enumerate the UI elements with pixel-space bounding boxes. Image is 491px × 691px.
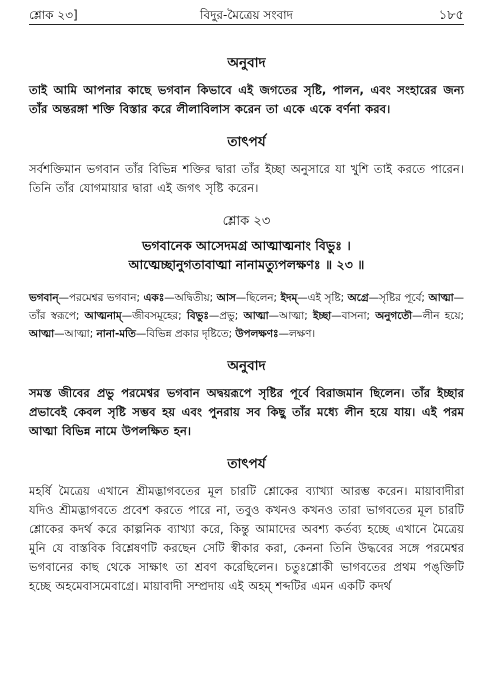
header-rule <box>29 24 464 25</box>
ww-meaning: প্রভু <box>219 310 235 322</box>
ww-term: অনুগতৌ <box>375 310 413 322</box>
ww-meaning: এই সৃষ্টি <box>307 292 341 304</box>
ww-term: আত্মা <box>243 310 269 322</box>
translation-heading: অনুবাদ <box>227 55 266 71</box>
purport-text: সর্বশক্তিমান ভগবান তাঁর বিভিন্ন শক্তির দ্বারা তাঁর ইচ্ছা অনুসারে যা খুশি তাই করতে পারেন। তিনি তাঁর যোগমায়ার দ্বারা এই জগৎ সৃষ্টি করেন। <box>29 162 464 195</box>
ww-term: ইচ্ছা <box>312 310 332 322</box>
page-content <box>29 52 464 596</box>
ww-term: ভগবান্ <box>29 292 59 304</box>
purport-heading: তাৎপর্য <box>227 134 266 150</box>
ww-meaning: আত্মা <box>279 310 305 322</box>
ww-meaning: তাঁর স্বরূপে <box>29 310 76 322</box>
header-chapter-title: বিদুর-মৈত্রেয় সংবাদ <box>200 8 293 22</box>
ww-term: উপলক্ষণঃ <box>235 328 279 340</box>
header-verse-ref: শ্লোক ২৩] <box>29 8 78 22</box>
ww-meaning: বাসনা <box>341 310 367 322</box>
ww-meaning: অদ্বিতীয় <box>174 292 210 304</box>
ww-term: আত্মা <box>29 328 55 340</box>
translation-heading-2: অনুবাদ <box>227 358 266 374</box>
verse-line-2: আত্মেচ্ছানুগতাবাত্মা নানামত্যুপলক্ষণঃ ॥ ২৩ ॥ <box>128 257 365 272</box>
purport-heading-2: তাৎপর্য <box>227 456 266 472</box>
purport-text-2: মহর্ষি মৈত্রেয় এখানে শ্রীমদ্ভাগবতের মূল চারটি শ্লোকের ব্যাখ্যা আরম্ভ করেন। মায়াবাদীরা যদিও শ্রীমদ্ভাগবতে প্রবেশ করতে পারে না, তবুও কখনও কখনও তারা ভাগবতের মূল চারটি শ্লোকের কদর্থ করে কাল্পনিক ব্যাখ্যা করে, কিন্তু আমাদের অবশ্য কর্তব্য হচ্ছে এখানে মৈত্রেয় মুনি যে বাস্তবিক বিশ্লেষণটি করছেন সেটি স্বীকার করা, কেননা তিনি উদ্ধবের সঙ্গে পরমেশ্বর ভগবানের কাছ থেকে সাক্ষাৎ তা শ্রবণ করেছিলেন। চতুঃশ্লোকী ভাগবতের প্রথম পঙ্‌ক্তিটি হচ্ছে অহমেবাসমেবাগ্রে। মায়াবাদী সম্প্রদায় এই অহম্ শব্দটির এমন একটি কদর্থ <box>29 484 464 593</box>
ww-meaning: আত্মা <box>64 328 90 340</box>
ww-meaning: সৃষ্টির পূর্বে <box>379 292 422 304</box>
ww-meaning: জীবসমূহের <box>132 310 179 322</box>
translation-text-2: সমস্ত জীবের প্রভু পরমেশ্বর ভগবান অদ্বয়রূপে সৃষ্টির পূর্বে বিরাজমান ছিলেন। তাঁর ইচ্ছার প্রভাবেই কেবল সৃষ্টি সম্ভব হয় এবং পুনরায় সব কিছু তাঁর মধ্যে লীন হয়ে যায়। এই পরম আত্মা বিভিন্ন নামে উপলক্ষিত হন। <box>29 386 464 438</box>
verse-number: শ্লোক ২৩ <box>222 214 271 229</box>
word-for-word: ভগবান্—পরমেশ্বর ভগবান; একঃ—অদ্বিতীয়; আস—ছিলেন; ইদম্—এই সৃষ্টি; অগ্রে—সৃষ্টির পূর্বে; আত্মা—তাঁর স্বরূপে; আত্মনাম্—জীবসমূহের; বিভুঃ—প্রভু; আত্মা—আত্মা; ইচ্ছা—বাসনা; অনুগতৌ—লীন হয়ে; আত্মা—আত্মা; নানা-মতি—বিভিন্ন প্রকার দৃষ্টিতে; উপলক্ষণঃ—লক্ষণ। <box>29 292 464 340</box>
ww-term: আত্মা <box>428 292 454 304</box>
translation-text: তাই আমি আপনার কাছে ভগবান কিভাবে এই জগতের সৃষ্টি, পালন, এবং সংহারের জন্য তাঁর অন্তরঙ্গা শক্তি বিস্তার করে লীলাবিলাস করেন তা একে একে বর্ণনা করব। <box>29 83 464 116</box>
ww-meaning: লক্ষণ <box>288 328 312 340</box>
ww-term: আস <box>216 292 236 304</box>
verse-line-1: ভগবানেক আসেদমগ্র আত্মাত্মনাং বিভুঃ । <box>142 238 351 253</box>
ww-term: অগ্রে <box>347 292 369 304</box>
ww-meaning: বিভিন্ন প্রকার দৃষ্টিতে <box>146 328 229 340</box>
ww-meaning: লীন হয়ে <box>422 310 461 322</box>
ww-term: বিভুঃ <box>186 310 209 322</box>
ww-term: একঃ <box>143 292 165 304</box>
ww-term: ইদম্ <box>280 292 298 304</box>
ww-meaning: পরমেশ্বর ভগবান <box>68 292 137 304</box>
ww-term: নানা-মতি <box>96 328 136 340</box>
ww-term: আত্মনাম্ <box>84 310 122 322</box>
header-page-number: ১৮৫ <box>438 8 464 23</box>
ww-meaning: ছিলেন <box>246 292 274 304</box>
